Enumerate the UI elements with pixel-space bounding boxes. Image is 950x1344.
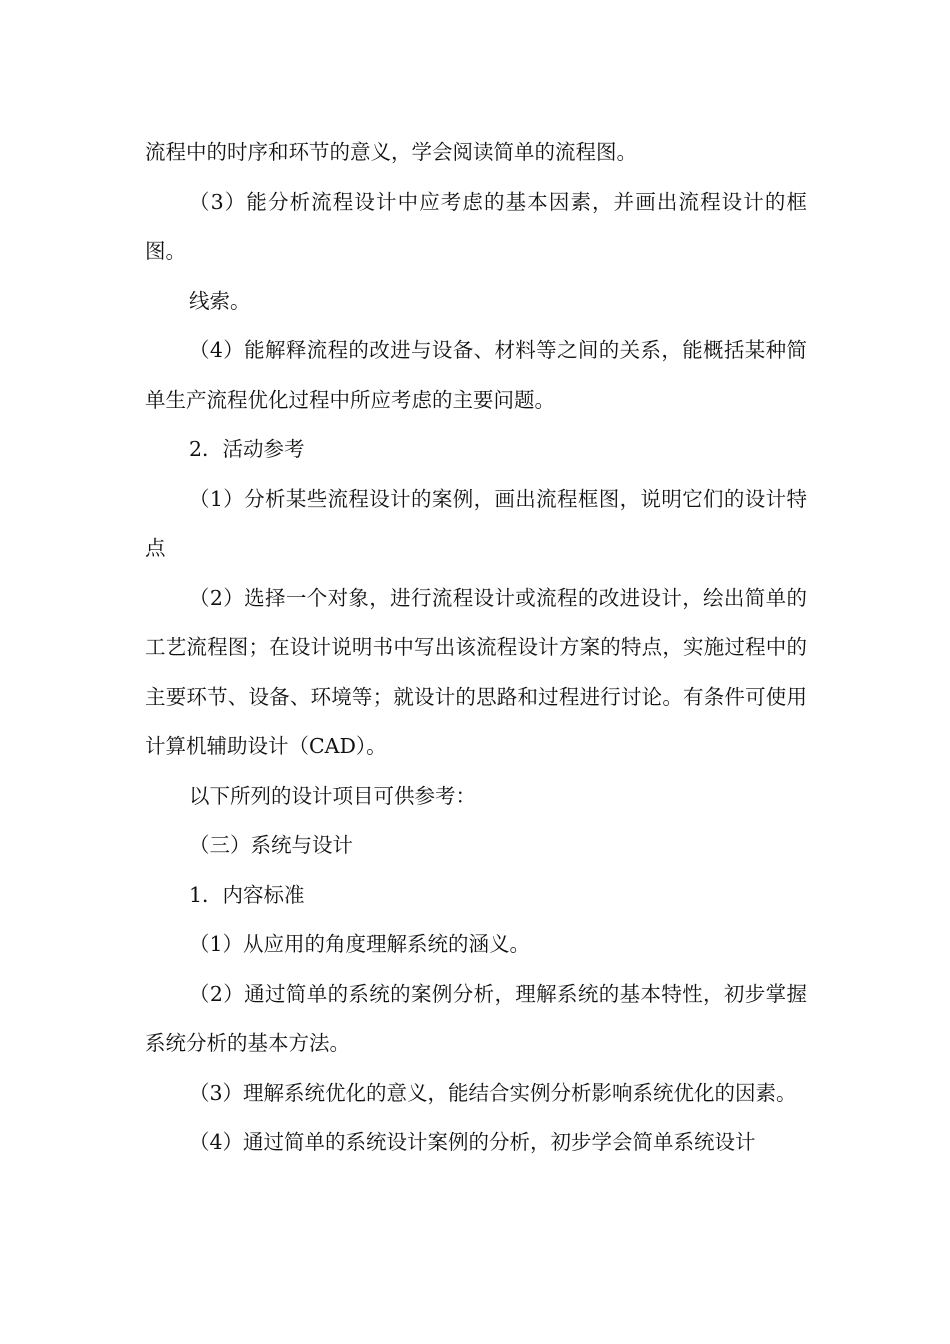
document-body <box>145 128 807 1168</box>
paragraph-activity-1: （1）分析某些流程设计的案例，画出流程框图，说明它们的设计特点 <box>145 486 807 560</box>
paragraph-system-4: （4）通过简单的系统设计案例的分析，初步学会简单系统设计 <box>189 1130 756 1154</box>
paragraph-system-3: （3）理解系统优化的意义，能结合实例分析影响系统优化的因素。 <box>189 1080 797 1105</box>
paragraph-clue: 线索。 <box>189 288 251 313</box>
paragraph-continuation: 流程中的时序和环节的意义，学会阅读简单的流程图。 <box>145 140 637 164</box>
paragraph-system-1: （1）从应用的角度理解系统的涵义。 <box>189 932 531 956</box>
heading-activity-reference: 2．活动参考 <box>189 437 305 461</box>
paragraph-system-2: （2）通过简单的系统的案例分析，理解系统的基本特性，初步掌握系统分析的基本方法。 <box>145 981 807 1055</box>
paragraph-content-standard-3: （3）能分析流程设计中应考虑的基本因素，并画出流程设计的框图。 <box>145 189 807 263</box>
paragraph-reference-projects: 以下所列的设计项目可供参考： <box>189 783 476 808</box>
heading-system-and-design: （三）系统与设计 <box>189 833 353 857</box>
heading-content-standard: 1．内容标准 <box>189 882 305 907</box>
paragraph-activity-2: （2）选择一个对象，进行流程设计或流程的改进设计，绘出简单的工艺流程图；在设计说明书中写出该流程设计方案的特点，实施过程中的主要环节、设备、环境等；就设计的思路和过程进行讨论。有条件可使用计算机辅助设计（CAD）。 <box>145 585 807 758</box>
paragraph-content-standard-4: （4）能解释流程的改进与设备、材料等之间的关系，能概括某种简单生产流程优化过程中所应考虑的主要问题。 <box>145 338 807 412</box>
